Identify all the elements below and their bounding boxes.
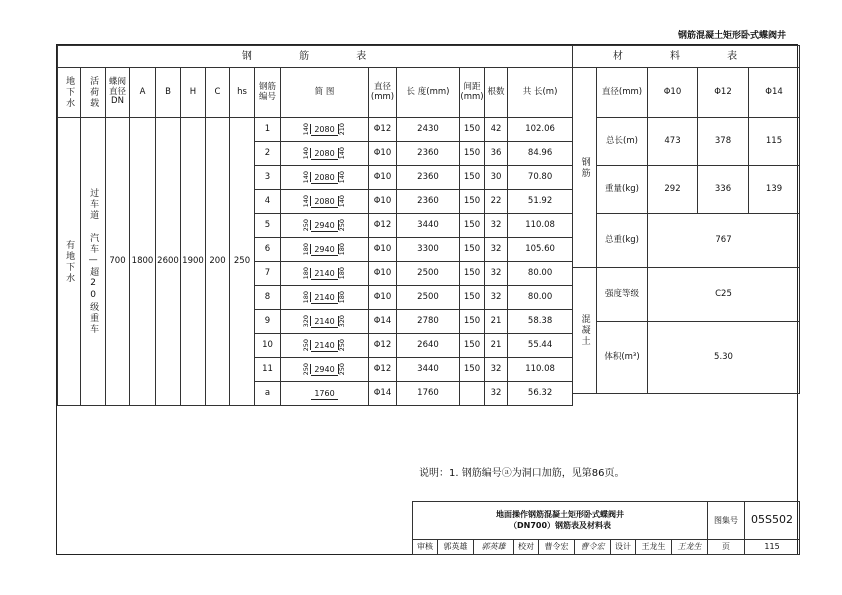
col-count: 根数 xyxy=(485,68,508,118)
bar-left-leg: 180 xyxy=(301,243,310,256)
bar-spacing: 150 xyxy=(460,190,485,214)
volume-value: 5.30 xyxy=(648,322,800,394)
bar-spacing: 150 xyxy=(460,118,485,142)
checker-signature: 曹令宏 xyxy=(575,540,611,555)
bar-shape xyxy=(281,291,368,303)
bar-count: 32 xyxy=(485,382,508,406)
drawing-frame xyxy=(56,44,798,555)
atlas-label: 图集号 xyxy=(708,502,745,540)
bar-sketch xyxy=(281,358,369,382)
bar-length: 2500 xyxy=(397,262,460,286)
bar-sketch xyxy=(281,118,369,142)
material-table xyxy=(572,45,800,394)
bar-diameter: Φ12 xyxy=(369,118,397,142)
bar-length-label: 2140 xyxy=(311,293,337,303)
checker-name: 曹令宏 xyxy=(539,540,575,555)
col-h: H xyxy=(181,68,206,118)
bar-total: 55.44 xyxy=(508,334,573,358)
drawing-title xyxy=(413,502,708,540)
bar-total: 110.08 xyxy=(508,358,573,382)
bar-total: 110.08 xyxy=(508,214,573,238)
bar-spacing: 150 xyxy=(460,214,485,238)
drawing-title-line2: （DN700）钢筋表及材料表 xyxy=(509,520,612,530)
weight-label: 重量(kg) xyxy=(597,166,648,214)
strength-value: C25 xyxy=(648,268,800,322)
diameter-label: 直径(mm) xyxy=(597,68,648,118)
bar-diameter: Φ12 xyxy=(369,334,397,358)
col-sketch: 简 图 xyxy=(281,68,369,118)
bar-left-leg: 250 xyxy=(301,363,310,376)
bar-diameter: Φ14 xyxy=(369,382,397,406)
bar-shape xyxy=(281,219,368,231)
bar-count: 32 xyxy=(485,358,508,382)
col-bar-no: 钢筋编号 xyxy=(255,68,281,118)
bar-number: 4 xyxy=(255,190,281,214)
steel-group-label: 钢筋 xyxy=(573,68,597,268)
bar-spacing: 150 xyxy=(460,262,485,286)
reviewer-signature: 郭英雄 xyxy=(474,540,514,555)
c-value: 200 xyxy=(206,118,230,406)
bar-number: 11 xyxy=(255,358,281,382)
bar-spacing: 150 xyxy=(460,310,485,334)
bar-left-leg: 250 xyxy=(301,339,310,352)
col-live-load: 活荷载 xyxy=(81,68,106,118)
bar-total: 56.32 xyxy=(508,382,573,406)
diameter-12: Φ12 xyxy=(698,68,749,118)
bar-left-leg: 140 xyxy=(301,123,310,136)
bar-number: 6 xyxy=(255,238,281,262)
bar-length-label: 2080 xyxy=(311,125,337,135)
rebar-table xyxy=(57,45,573,406)
bar-shape xyxy=(281,267,368,279)
bar-length-label: 2940 xyxy=(311,365,337,375)
bar-count: 42 xyxy=(485,118,508,142)
weight-14: 139 xyxy=(749,166,800,214)
bar-right-leg: 140 xyxy=(337,171,346,184)
bar-count: 32 xyxy=(485,238,508,262)
total-length-14: 115 xyxy=(749,118,800,166)
bar-length-label: 2140 xyxy=(311,317,337,327)
bar-diameter: Φ10 xyxy=(369,262,397,286)
bar-number: 3 xyxy=(255,166,281,190)
bar-sketch xyxy=(281,310,369,334)
bar-length-label: 2080 xyxy=(311,149,337,159)
bar-total: 51.92 xyxy=(508,190,573,214)
a-value: 1800 xyxy=(130,118,156,406)
bar-sketch xyxy=(281,238,369,262)
bar-diameter: Φ10 xyxy=(369,166,397,190)
bar-number: 7 xyxy=(255,262,281,286)
rebar-table-title: 钢 筋 表 xyxy=(58,46,573,68)
material-table-title: 材 料 表 xyxy=(573,46,800,68)
bar-count: 21 xyxy=(485,310,508,334)
bar-sketch xyxy=(281,142,369,166)
bar-sketch xyxy=(281,214,369,238)
design-label: 设计 xyxy=(611,540,636,555)
bar-length: 2360 xyxy=(397,166,460,190)
total-weight-label: 总重(kg) xyxy=(597,214,648,268)
bar-total: 70.80 xyxy=(508,166,573,190)
bar-spacing: 150 xyxy=(460,334,485,358)
designer-name: 王龙生 xyxy=(636,540,672,555)
bar-shape xyxy=(281,339,368,351)
col-a: A xyxy=(130,68,156,118)
bar-spacing: 150 xyxy=(460,142,485,166)
rebar-row xyxy=(58,118,573,142)
review-label: 审核 xyxy=(413,540,438,555)
bar-length-label: 2940 xyxy=(311,221,337,231)
diameter-10: Φ10 xyxy=(648,68,698,118)
total-length-10: 473 xyxy=(648,118,698,166)
title-block xyxy=(412,501,800,555)
bar-left-leg: 140 xyxy=(301,171,310,184)
bar-count: 22 xyxy=(485,190,508,214)
dn-value: 700 xyxy=(106,118,130,406)
col-diameter: 直径(mm) xyxy=(369,68,397,118)
bar-length-label: 2080 xyxy=(311,173,337,183)
bar-shape xyxy=(281,243,368,255)
bar-right-leg: 250 xyxy=(337,339,346,352)
bar-shape xyxy=(281,387,368,399)
bar-length: 2640 xyxy=(397,334,460,358)
bar-shape xyxy=(281,171,368,183)
bar-sketch xyxy=(281,262,369,286)
bar-total: 105.60 xyxy=(508,238,573,262)
check-label: 校对 xyxy=(514,540,539,555)
bar-length: 2360 xyxy=(397,142,460,166)
b-value: 2600 xyxy=(156,118,181,406)
bar-length-label: 2140 xyxy=(311,341,337,351)
bar-sketch xyxy=(281,286,369,310)
bar-diameter: Φ12 xyxy=(369,358,397,382)
bar-diameter: Φ10 xyxy=(369,142,397,166)
bar-diameter: Φ10 xyxy=(369,238,397,262)
groundwater-value: 有地下水 xyxy=(58,118,81,406)
bar-length: 2430 xyxy=(397,118,460,142)
bar-length-label: 2940 xyxy=(311,245,337,255)
bar-number: 5 xyxy=(255,214,281,238)
bar-length: 2360 xyxy=(397,190,460,214)
bar-length: 2500 xyxy=(397,286,460,310)
bar-left-leg: 140 xyxy=(301,195,310,208)
concrete-group-label: 混凝土 xyxy=(573,268,597,394)
weight-12: 336 xyxy=(698,166,749,214)
note-text: 说明：1. 钢筋编号ⓐ为洞口加筋，见第86页。 xyxy=(419,468,625,479)
page-number: 115 xyxy=(745,540,800,555)
bar-sketch xyxy=(281,334,369,358)
bar-diameter: Φ10 xyxy=(369,190,397,214)
bar-shape xyxy=(281,195,368,207)
bar-count: 32 xyxy=(485,214,508,238)
strength-label: 强度等级 xyxy=(597,268,648,322)
total-length-label: 总长(m) xyxy=(597,118,648,166)
bar-number: 8 xyxy=(255,286,281,310)
bar-length: 2780 xyxy=(397,310,460,334)
bar-right-leg: 180 xyxy=(337,243,346,256)
bar-total: 80.00 xyxy=(508,262,573,286)
total-length-12: 378 xyxy=(698,118,749,166)
bar-right-leg: 250 xyxy=(337,363,346,376)
bar-length: 3440 xyxy=(397,214,460,238)
bar-diameter: Φ14 xyxy=(369,310,397,334)
bar-total: 84.96 xyxy=(508,142,573,166)
bar-count: 36 xyxy=(485,142,508,166)
bar-left-leg: 250 xyxy=(301,219,310,232)
bar-left-leg: 180 xyxy=(301,291,310,304)
designer-signature: 王龙生 xyxy=(672,540,708,555)
bar-left-leg: 320 xyxy=(301,315,310,328)
bar-number: 2 xyxy=(255,142,281,166)
bar-sketch xyxy=(281,382,369,406)
bar-number: a xyxy=(255,382,281,406)
bar-total: 80.00 xyxy=(508,286,573,310)
bar-shape xyxy=(281,147,368,159)
col-c: C xyxy=(206,68,230,118)
bar-shape xyxy=(281,363,368,375)
bar-number: 1 xyxy=(255,118,281,142)
bar-number: 9 xyxy=(255,310,281,334)
atlas-number: 05S502 xyxy=(745,502,800,540)
bar-left-leg: 140 xyxy=(301,147,310,160)
bar-length-label: 1760 xyxy=(311,389,337,399)
col-total: 共 长(m) xyxy=(508,68,573,118)
bar-length: 3300 xyxy=(397,238,460,262)
volume-label: 体积(m³) xyxy=(597,322,648,394)
bar-count: 30 xyxy=(485,166,508,190)
bar-length: 1760 xyxy=(397,382,460,406)
col-hs: hs xyxy=(230,68,255,118)
bar-diameter: Φ12 xyxy=(369,214,397,238)
bar-right-leg: 180 xyxy=(337,291,346,304)
bar-number: 10 xyxy=(255,334,281,358)
hs-value: 250 xyxy=(230,118,255,406)
bar-count: 32 xyxy=(485,286,508,310)
bar-spacing: 150 xyxy=(460,166,485,190)
bar-length-label: 2080 xyxy=(311,197,337,207)
drawing-series-title: 钢筋混凝土矩形卧式蝶阀井 xyxy=(677,31,786,41)
h-value: 1900 xyxy=(181,118,206,406)
bar-shape xyxy=(281,123,368,135)
bar-sketch xyxy=(281,166,369,190)
bar-spacing xyxy=(460,382,485,406)
reviewer-name: 郭英雄 xyxy=(438,540,474,555)
live-load-value: 过车道 汽车—超20级重车 xyxy=(81,118,106,406)
bar-right-leg: 180 xyxy=(337,267,346,280)
bar-right-leg: 140 xyxy=(337,195,346,208)
bar-total: 58.38 xyxy=(508,310,573,334)
diameter-14: Φ14 xyxy=(749,68,800,118)
col-b: B xyxy=(156,68,181,118)
bar-spacing: 150 xyxy=(460,286,485,310)
bar-diameter: Φ10 xyxy=(369,286,397,310)
drawing-title-line1: 地面操作钢筋混凝土矩形卧式蝶阀井 xyxy=(496,510,625,520)
col-spacing: 间距(mm) xyxy=(460,68,485,118)
page-label: 页 xyxy=(708,540,745,555)
bar-count: 32 xyxy=(485,262,508,286)
bar-length-label: 2140 xyxy=(311,269,337,279)
bar-total: 102.06 xyxy=(508,118,573,142)
bar-count: 21 xyxy=(485,334,508,358)
bar-spacing: 150 xyxy=(460,358,485,382)
col-groundwater: 地下水 xyxy=(58,68,81,118)
col-length: 长 度(mm) xyxy=(397,68,460,118)
weight-10: 292 xyxy=(648,166,698,214)
bar-right-leg: 210 xyxy=(337,123,346,136)
col-valve-dn: 蝶阀直径DN xyxy=(106,68,130,118)
bar-length: 3440 xyxy=(397,358,460,382)
bar-left-leg: 180 xyxy=(301,267,310,280)
total-weight-value: 767 xyxy=(648,214,800,268)
bar-spacing: 150 xyxy=(460,238,485,262)
bar-right-leg: 320 xyxy=(337,315,346,328)
bar-right-leg: 140 xyxy=(337,147,346,160)
bar-shape xyxy=(281,315,368,327)
bar-sketch xyxy=(281,190,369,214)
bar-right-leg: 250 xyxy=(337,219,346,232)
